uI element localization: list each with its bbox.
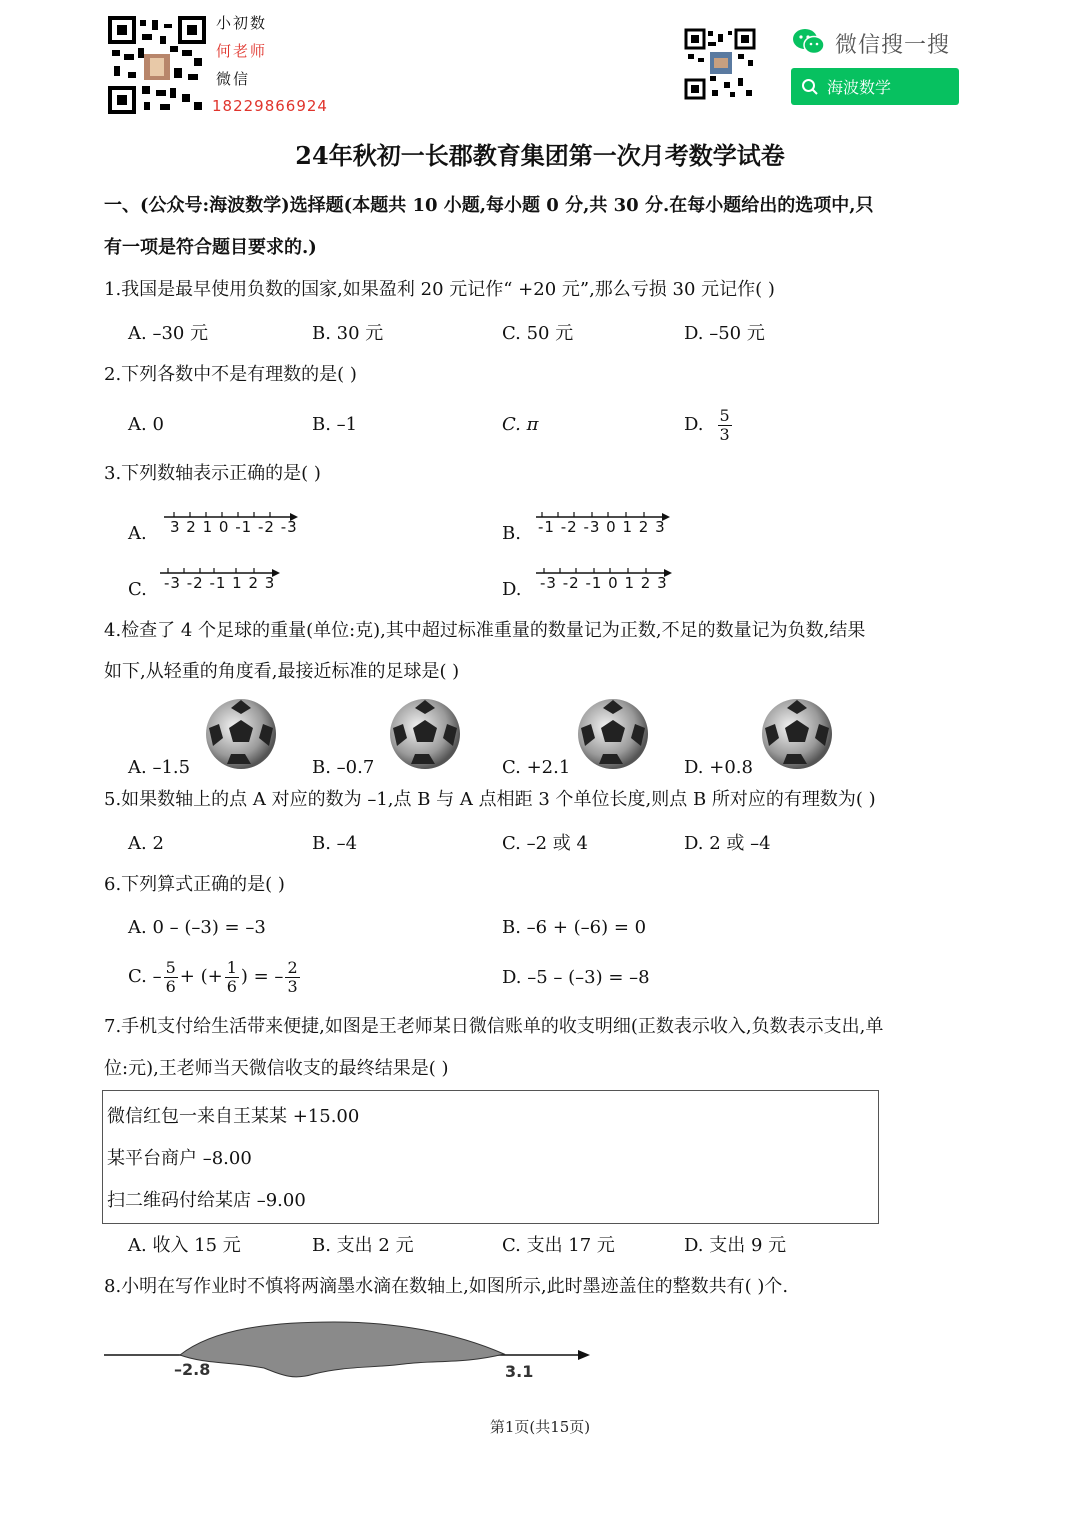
q3-option-c-ticks: -3 -2 -1 1 2 3 (164, 574, 276, 592)
fraction-numerator: 2 (287, 957, 298, 977)
ink-right-label: 3.1 (505, 1362, 534, 1381)
q1-option-c[interactable]: C. 50 元 (502, 323, 574, 344)
q6-option-c-fraction-2 (225, 959, 239, 996)
q4-stem-line1: 4.检查了 4 个足球的重量(单位:克),其中超过标准重量的数量记为正数,不足的数量记为负数,结果 (104, 620, 866, 641)
q2-stem: 2.下列各数中不是有理数的是( ) (104, 364, 357, 385)
q6-option-c-fraction-1 (164, 959, 178, 996)
q5-option-b[interactable]: B. –4 (312, 833, 358, 854)
handwritten-line-1: 小初数 (216, 14, 268, 32)
q6-option-b[interactable]: B. –6 + (–6) = 0 (502, 917, 647, 938)
q7-option-b[interactable]: B. 支出 2 元 (312, 1235, 414, 1256)
soccer-ball-icon (761, 698, 833, 770)
q5-stem: 5.如果数轴上的点 A 对应的数为 –1,点 B 与 A 点相距 3 个单位长度,则点 B 所对应的有理数为( ) (104, 789, 876, 810)
q2-option-d-fraction (718, 407, 732, 444)
q7-option-d[interactable]: D. 支出 9 元 (684, 1235, 787, 1256)
search-icon (801, 78, 819, 96)
q4-option-a[interactable]: A. –1.5 (128, 757, 191, 778)
q6-option-c[interactable] (128, 955, 300, 999)
q7-stem-line1: 7.手机支付给生活带来便捷,如图是王老师某日微信账单的收支明细(正数表示收入,负数表示支出,单 (104, 1016, 884, 1037)
wechat-search-button[interactable] (791, 68, 959, 105)
q4-stem-line2: 如下,从轻重的角度看,最接近标准的足球是( ) (104, 661, 460, 682)
q7-stem-line2: 位:元),王老师当天微信收支的最终结果是( ) (104, 1058, 449, 1079)
fraction-denominator: 3 (719, 424, 730, 444)
wechat-logo-icon (792, 28, 826, 56)
q4-option-b[interactable]: B. –0.7 (312, 757, 375, 778)
q6-option-c-label: C. – (128, 966, 162, 987)
q1-option-b[interactable]: B. 30 元 (312, 323, 384, 344)
bill-row: 某平台商户 –8.00 (107, 1148, 252, 1169)
q4-option-c[interactable]: C. +2.1 (502, 757, 571, 778)
q5-option-d[interactable]: D. 2 或 –4 (684, 833, 771, 854)
q6-option-d[interactable]: D. –5 – (–3) = –8 (502, 967, 650, 988)
handwritten-phone: 18229866924 (212, 97, 328, 115)
q6-option-c-equals: ) = – (240, 966, 284, 987)
fraction-denominator: 6 (165, 976, 176, 996)
handwritten-line-2: 何老师 (216, 42, 268, 60)
q3-stem: 3.下列数轴表示正确的是( ) (104, 463, 321, 484)
q2-option-d-label: D. (684, 414, 704, 435)
handwritten-line-3: 微信 (216, 70, 251, 88)
q6-option-c-mid: + (+ (179, 966, 223, 987)
page-footer: 第1页(共15页) (489, 1418, 591, 1436)
section-heading-line1: 一、(公众号:海波数学)选择题(本题共 10 小题,每小题 0 分,共 30 分.在每小题给出的选项中,只 (104, 195, 874, 216)
section-heading-line2: 有一项是符合题目要求的.) (104, 237, 317, 258)
q1-option-d[interactable]: D. –50 元 (684, 323, 765, 344)
q4-option-d[interactable]: D. +0.8 (684, 757, 753, 778)
bill-detail-box (102, 1090, 879, 1224)
page-title: 24年秋初一长郡教育集团第一次月考数学试卷 (295, 141, 785, 170)
fraction-denominator: 3 (287, 976, 298, 996)
q7-option-a[interactable]: A. 收入 15 元 (128, 1235, 241, 1256)
fraction-numerator: 5 (719, 405, 730, 425)
q3-option-b-label[interactable]: B. (502, 523, 521, 544)
q1-option-a[interactable]: A. –30 元 (128, 323, 209, 344)
fraction-numerator: 5 (165, 957, 176, 977)
fraction-denominator: 6 (226, 976, 237, 996)
soccer-ball-icon (389, 698, 461, 770)
wechat-search-button-label: 海波数学 (827, 78, 892, 97)
q2-option-a[interactable]: A. 0 (128, 414, 164, 435)
q1-stem: 1.我国是最早使用负数的国家,如果盈利 20 元记作“ +20 元”,那么亏损 30 元记作( ) (104, 279, 775, 300)
qr-code-left (108, 16, 206, 114)
q5-option-c[interactable]: C. –2 或 4 (502, 833, 588, 854)
qr-code-right (684, 28, 756, 100)
q3-option-d-ticks: -3 -2 -1 0 1 2 3 (540, 574, 668, 592)
q3-option-a-label[interactable]: A. (128, 523, 147, 544)
fraction-numerator: 1 (226, 957, 237, 977)
q7-option-c[interactable]: C. 支出 17 元 (502, 1235, 615, 1256)
bill-row: 扫二维码付给某店 –9.00 (107, 1190, 306, 1211)
q3-option-a-ticks: 3 2 1 0 -1 -2 -3 (170, 518, 298, 536)
q2-option-d[interactable] (684, 403, 732, 447)
q6-option-a[interactable]: A. 0 – (–3) = –3 (128, 917, 266, 938)
q3-option-c-label[interactable]: C. (128, 579, 147, 600)
q2-option-b[interactable]: B. –1 (312, 414, 358, 435)
q3-option-b-ticks: -1 -2 -3 0 1 2 3 (538, 518, 666, 536)
q5-option-a[interactable]: A. 2 (128, 833, 164, 854)
q6-stem: 6.下列算式正确的是( ) (104, 874, 285, 895)
soccer-ball-icon (577, 698, 649, 770)
q8-stem: 8.小明在写作业时不慎将两滴墨水滴在数轴上,如图所示,此时墨迹盖住的整数共有( )个. (104, 1276, 789, 1297)
q6-option-c-fraction-3 (285, 959, 299, 996)
q3-option-d-label[interactable]: D. (502, 579, 522, 600)
ink-left-label: –2.8 (174, 1360, 211, 1379)
wechat-search-title: 微信搜一搜 (835, 33, 951, 58)
bill-row: 微信红包一来自王某某 +15.00 (107, 1106, 360, 1127)
soccer-ball-icon (205, 698, 277, 770)
q2-option-c[interactable]: C. π (502, 414, 539, 435)
